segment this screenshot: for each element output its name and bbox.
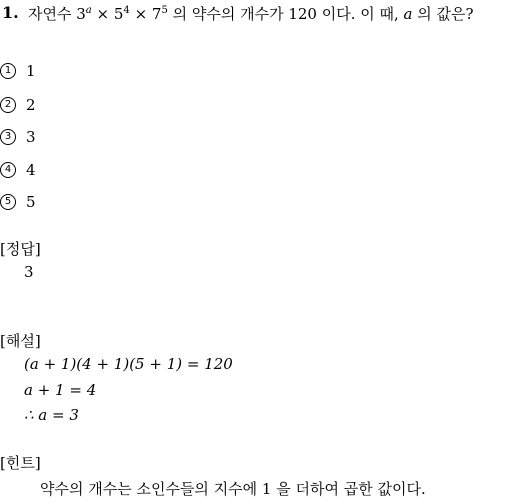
choice-label: 4: [26, 161, 36, 179]
choice-4[interactable]: [0, 161, 36, 179]
answer-header: [정답]: [0, 240, 41, 258]
choice-2[interactable]: [0, 96, 36, 114]
variable-a: a: [403, 5, 413, 23]
hint-text: 약수의 개수는 소인수들의 지수에 1 을 더하여 곱한 값이다.: [40, 480, 426, 498]
choice-1[interactable]: [0, 62, 36, 80]
question-text: [28, 3, 474, 24]
choice-label: 5: [26, 193, 36, 211]
choice-5[interactable]: [0, 193, 36, 211]
choice-label: 3: [26, 128, 36, 146]
times-5: × 5: [91, 5, 124, 23]
exponent-a: a: [85, 5, 92, 16]
question-text-end: 의 값은?: [412, 5, 474, 23]
exponent-4: 4: [123, 5, 130, 16]
times-7: × 7: [129, 5, 162, 23]
explanation-line-2: a + 1 = 4: [24, 381, 97, 399]
choice-label: 2: [26, 96, 36, 114]
explanation-line-1: (a + 1)(4 + 1)(5 + 1) = 120: [24, 355, 233, 373]
explanation-header: [해설]: [0, 332, 41, 350]
question-text-prefix: 자연수 3: [28, 5, 86, 23]
choice-marker: 2: [0, 97, 16, 113]
choice-3[interactable]: [0, 128, 36, 146]
choice-marker: 5: [0, 194, 16, 210]
hint-header: [힌트]: [0, 454, 41, 472]
choice-marker: 3: [0, 129, 16, 145]
explanation-line-3: ∴ a = 3: [24, 406, 79, 424]
answer-value: 3: [24, 263, 34, 281]
exponent-5: 5: [161, 5, 168, 16]
question-text-suffix: 의 약수의 개수가 120 이다. 이 때,: [167, 5, 404, 23]
question-number: 1.: [2, 3, 19, 22]
choice-marker: 4: [0, 162, 16, 178]
choice-label: 1: [26, 62, 36, 80]
choice-marker: 1: [0, 63, 16, 79]
